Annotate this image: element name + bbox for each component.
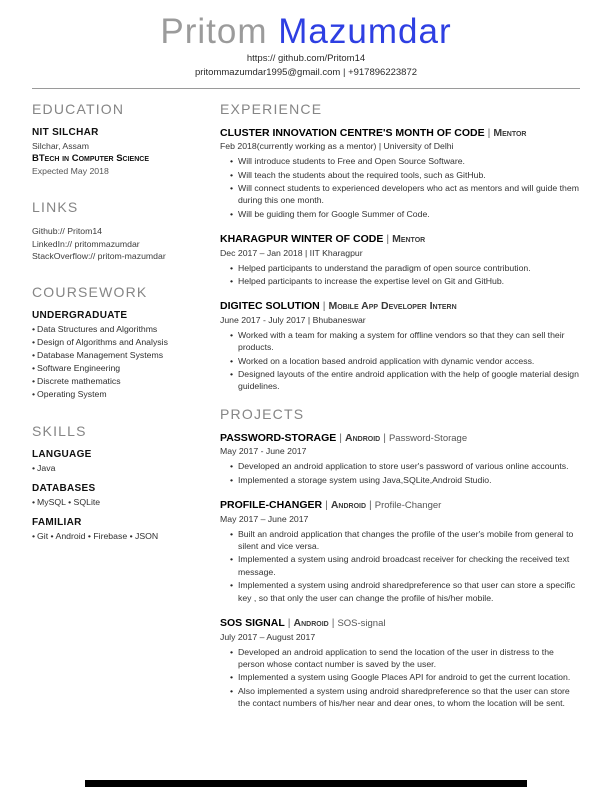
- entry-meta: Dec 2017 – Jan 2018 | IIT Kharagpur: [220, 247, 363, 258]
- entry-title: [220, 300, 580, 314]
- project-platform: Android: [345, 431, 381, 444]
- linkedin-link[interactable]: LinkedIn:// pritommazumdar: [32, 238, 140, 249]
- github-link[interactable]: Github:// Pritom14: [32, 226, 103, 237]
- project-title: [220, 617, 580, 631]
- bullet: • Helped participants to increase the expertise level on Git and GitHub.: [238, 275, 580, 287]
- bullet: • Will be guiding them for Google Summer of Code.: [238, 208, 580, 220]
- bullet: • Will connect students to experienced developers who act as mentors and will guide them during this one month.: [238, 182, 580, 207]
- bullet: • Implemented a storage system using Java,SQLite,Android Studio.: [238, 474, 580, 486]
- coursework-section: [32, 284, 202, 401]
- school-location: Silchar, Assam: [32, 140, 89, 151]
- project-platform: Android: [330, 499, 367, 512]
- project-repo: Profile-Changer: [374, 500, 442, 512]
- project-title: [220, 432, 580, 446]
- experience-entry: [220, 127, 580, 220]
- pipe-separator: |: [487, 126, 491, 139]
- entry-org: DIGITEC SOLUTION: [220, 300, 320, 313]
- projects-heading: PROJECTS: [220, 405, 305, 422]
- bullet: • Implemented a system using android sharedpreference so that user can store a specific key , so that only the user can change the profile of his/her mobile.: [238, 579, 580, 604]
- stackoverflow-link[interactable]: StackOverflow:// pritom-mazumdar: [32, 250, 166, 261]
- bullet: • Developed an android application to send the location of the user in distress to the person whose contact number is saved by the user.: [238, 646, 580, 671]
- entry-title: [220, 127, 580, 141]
- school-name: NIT SILCHAR: [32, 126, 99, 138]
- full-name: [32, 12, 580, 52]
- entry-bullets: [220, 329, 580, 393]
- coursework-subheading: UNDERGRADUATE: [32, 309, 128, 321]
- email-phone-line[interactable]: pritommazumdar1995@gmail.com | +917896223872: [194, 67, 418, 79]
- project-entry: [220, 499, 580, 604]
- project-bullets: [220, 646, 580, 710]
- entry-meta: Feb 2018(currently working as a mentor) | University of Delhi: [220, 141, 454, 152]
- project-name: PASSWORD-STORAGE: [220, 431, 337, 444]
- experience-section: [220, 101, 580, 393]
- experience-entry: [220, 233, 580, 287]
- course-item: • Database Management Systems: [32, 349, 202, 362]
- bullet: • Worked with a team for making a system for offline vendors so that they can sell their products.: [238, 329, 580, 354]
- skills-group-familiar: FAMILIAR: [32, 517, 82, 529]
- skills-language-items: • Java: [32, 462, 202, 475]
- skills-group-language: LANGUAGE: [32, 449, 92, 461]
- bullet: • Helped participants to understand the paradigm of open source contribution.: [238, 262, 580, 274]
- degree-name: BTech in Computer Science: [32, 152, 150, 164]
- skills-group-databases: DATABASES: [32, 483, 96, 495]
- project-entry: [220, 617, 580, 709]
- entry-meta: June 2017 - July 2017 | Bhubaneswar: [220, 315, 366, 326]
- course-item: • Design of Algorithms and Analysis: [32, 336, 202, 349]
- resume-header: [32, 12, 580, 80]
- footer-bar: [85, 780, 527, 787]
- project-repo: SOS-signal: [337, 617, 386, 629]
- course-item: • Discrete mathematics: [32, 375, 202, 388]
- skills-section: [32, 423, 202, 543]
- project-name: PROFILE-CHANGER: [220, 499, 323, 512]
- last-name: Mazumdar: [278, 12, 452, 51]
- bullet: • Will introduce students to Free and Open Source Software.: [238, 155, 580, 167]
- pipe-separator: |: [383, 431, 386, 444]
- bullet: • Developed an android application to store user's password of various online accounts.: [238, 460, 580, 472]
- pipe-separator: |: [386, 233, 390, 246]
- pipe-separator: |: [325, 499, 328, 512]
- project-meta: July 2017 – August 2017: [220, 631, 316, 642]
- pipe-separator: |: [369, 499, 372, 512]
- experience-heading: EXPERIENCE: [220, 100, 323, 117]
- course-item: • Operating System: [32, 388, 202, 401]
- entry-bullets: [220, 262, 580, 288]
- entry-role: Mentor: [392, 233, 426, 246]
- bullet: • Built an android application that changes the profile of the user's mobile from general to silent and vice versa.: [238, 528, 580, 553]
- bullet: • Will teach the students about the required tools, such as GitHub.: [238, 169, 580, 181]
- content-columns: [32, 101, 580, 722]
- entry-title: [220, 233, 580, 247]
- bullet: • Also implemented a system using android sharedpreference so that the user can store the contact numbers of his/her near and dear ones, to whom the location will be sent.: [238, 685, 580, 710]
- project-repo: Password-Storage: [388, 432, 468, 444]
- entry-role: Mobile App Developer Intern: [328, 300, 457, 313]
- first-name: Pritom: [160, 12, 268, 51]
- education-section: [32, 101, 202, 178]
- project-platform: Android: [293, 616, 329, 629]
- coursework-heading: COURSEWORK: [32, 283, 148, 300]
- course-item: • Software Engineering: [32, 362, 202, 375]
- entry-bullets: [220, 155, 580, 220]
- entry-org: KHARAGPUR WINTER OF CODE: [220, 233, 384, 246]
- project-bullets: [220, 460, 580, 486]
- course-item: • Data Structures and Algorithms: [32, 323, 202, 336]
- pipe-separator: |: [322, 300, 326, 313]
- projects-section: [220, 406, 580, 709]
- bullet: • Worked on a location based android application with dynamic vendor access.: [238, 355, 580, 367]
- bullet: • Designed layouts of the entire android application with the help of google material design guidelines.: [238, 368, 580, 393]
- project-meta: May 2017 – June 2017: [220, 513, 309, 524]
- bullet: • Implemented a system using Google Places API for android to get the current location.: [238, 671, 580, 683]
- header-divider: [32, 88, 580, 89]
- github-url-link[interactable]: https:// github.com/Pritom14: [246, 53, 366, 65]
- project-meta: May 2017 - June 2017: [220, 446, 307, 457]
- entry-role: Mentor: [493, 126, 527, 139]
- skills-heading: SKILLS: [32, 423, 87, 440]
- links-heading: LINKS: [32, 199, 79, 216]
- left-column: [32, 101, 202, 722]
- skills-databases-items: • MySQL • SQLite: [32, 496, 202, 509]
- education-heading: EDUCATION: [32, 100, 125, 117]
- links-section: [32, 199, 202, 262]
- project-bullets: [220, 528, 580, 604]
- skills-familiar-items: • Git • Android • Firebase • JSON: [32, 530, 202, 543]
- project-entry: [220, 432, 580, 486]
- right-column: [220, 101, 580, 722]
- graduation-date: Expected May 2018: [32, 166, 109, 177]
- project-title: [220, 499, 580, 513]
- entry-org: CLUSTER INNOVATION CENTRE'S MONTH OF CODE: [220, 126, 485, 139]
- experience-entry: [220, 300, 580, 392]
- pipe-separator: |: [287, 616, 291, 629]
- project-name: SOS SIGNAL: [220, 616, 285, 629]
- pipe-separator: |: [331, 616, 335, 629]
- pipe-separator: |: [339, 431, 343, 444]
- bullet: • Implemented a system using android broadcast receiver for checking the received text message.: [238, 553, 580, 578]
